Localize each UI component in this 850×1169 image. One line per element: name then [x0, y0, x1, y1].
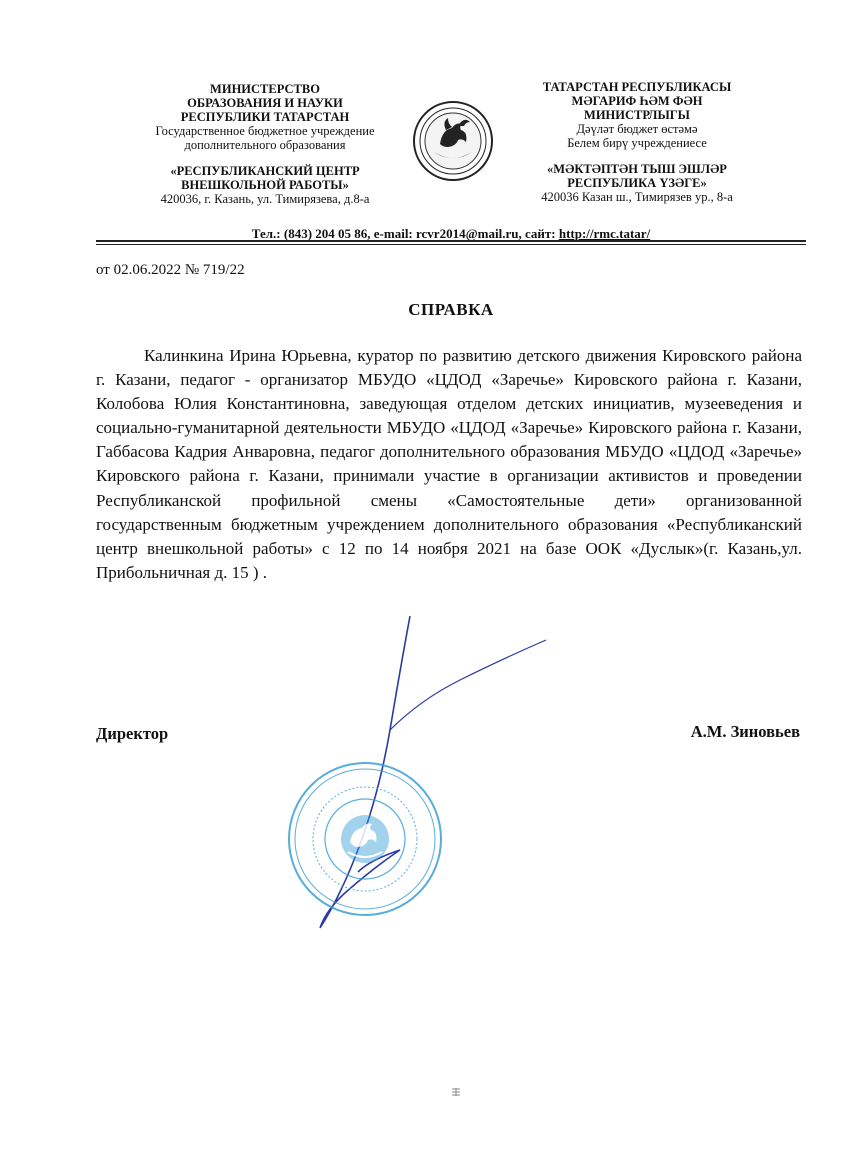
header-right-line5: Белем бирү учреждениесе — [567, 136, 707, 150]
header-right-address: 420036 Казан ш., Тимирязев ур., 8-а — [541, 190, 733, 204]
document-body: Калинкина Ирина Юрьевна, куратор по развитию детского движения Кировского района г. Казани, педагог - организатор МБУДО «ЦДОД «Заречье» Кировского района г. Казани, Колобова Юлия Константиновна, заведующая отделом детских инициатив, музееведения и социально-гуманитарной деятельности МБУДО «ЦДОД «Заречье» Кировского района г. Казани, Габбасова Кадрия Анваровна, педагог дополнительного образования МБУДО «ЦДОД «Заречье» Кировского района г. Казани, принимали участие в организации активистов и проведении Республиканской профильной смены «Самостоятельные дети» организованной государственным бюджетным учреждением дополнительного образования «Республиканский центр внешкольной работы» с 12 по 14 ноября 2021 на базе ООК «Дуслык»(г. Казань,ул. Прибольничная д. 15 ) . — [96, 346, 802, 582]
signer-role: Директор — [96, 724, 169, 743]
header-right-block — [508, 80, 766, 204]
header-left-line7: ВНЕШКОЛЬНОЙ РАБОТЫ» — [181, 178, 349, 192]
document-title: СПРАВКА — [408, 300, 494, 319]
header-right-line1: ТАТАРСТАН РЕСПУБЛИКАСЫ — [542, 80, 732, 94]
header-divider — [96, 240, 806, 242]
header-right-line3: МИНИСТРЛЫГЫ — [584, 108, 690, 122]
official-stamp-icon — [286, 760, 444, 918]
tatarstan-emblem-icon — [412, 100, 494, 182]
document-date-number: от 02.06.2022 № 719/22 — [96, 262, 245, 278]
contacts-text: Тел.: (843) 204 05 86, e-mail: rcvr2014@mail.ru, сайт: — [251, 226, 559, 241]
header-left-address: 420036, г. Казань, ул. Тимирязева, д.8-а — [160, 192, 370, 206]
header-left-line1: МИНИСТЕРСТВО — [210, 82, 320, 96]
header-left-line3: РЕСПУБЛИКИ ТАТАРСТАН — [180, 110, 350, 124]
scan-mark-icon — [450, 1086, 462, 1098]
header-right-line6: «МӘКТӘПТӘН ТЫШ ЭШЛӘР — [547, 162, 727, 176]
signer-name: А.М. Зиновьев — [690, 722, 800, 741]
header-left-line5: дополнительного образования — [184, 138, 346, 152]
header-left-line6: «РЕСПУБЛИКАНСКИЙ ЦЕНТР — [170, 164, 360, 178]
header-divider-thin — [96, 244, 806, 245]
header-left-block — [130, 82, 400, 206]
header-left-line4: Государственное бюджетное учреждение — [155, 124, 375, 138]
header-right-line2: МӘГАРИФ ҺӘМ ФӘН — [571, 94, 703, 108]
header-left-line2: ОБРАЗОВАНИЯ И НАУКИ — [187, 96, 343, 110]
header-right-line4: Дәүләт бюджет өстәмә — [576, 122, 698, 136]
header-right-line7: РЕСПУБЛИКА ҮЗӘГЕ» — [567, 176, 707, 190]
contacts-line — [96, 226, 806, 241]
website-link[interactable]: http://rmc.tatar/ — [558, 226, 651, 241]
